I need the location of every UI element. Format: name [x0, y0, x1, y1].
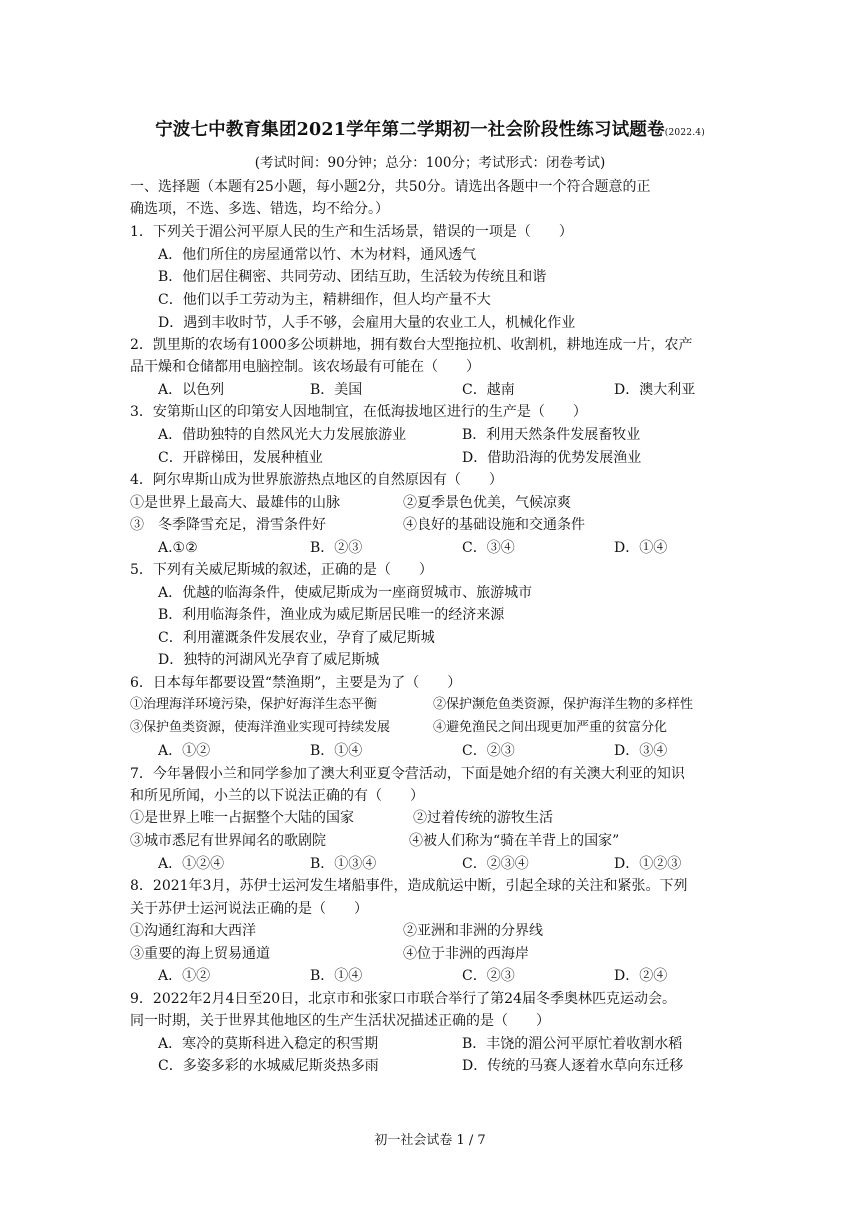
- question-7-stem-line1: 7．今年暑假小兰和同学参加了澳大利亚夏令营活动，下面是她介绍的有关澳大利亚的知识: [130, 766, 685, 782]
- page-footer: 初一社会试卷 1 / 7: [374, 1133, 486, 1148]
- question-6-statement-2: ②保护濒危鱼类资源，保护海洋生物的多样性: [433, 697, 694, 712]
- question-7-option-a: A．①②④: [158, 856, 225, 872]
- question-4-statement-4: ④良好的基础设施和交通条件: [403, 517, 585, 533]
- question-7-statement-2: ②过着传统的游牧生活: [413, 810, 553, 826]
- page-title: [0, 116, 860, 141]
- question-9-stem-line1: 9．2022年2月4日至20日，北京市和张家口市联合举行了第24届冬季奥林匹克运动会。: [130, 991, 676, 1007]
- question-7-option-b: B．①③④: [310, 856, 377, 872]
- question-4-statement-3: ③ 冬季降雪充足，滑雪条件好: [130, 517, 326, 533]
- question-5-stem: 5．下列有关威尼斯城的叙述，正确的是（ ）: [130, 562, 433, 578]
- question-2-stem-line2: 品干燥和仓储都用电脑控制。该农场最有可能在（ ）: [130, 359, 480, 375]
- question-4-stem: 4．阿尔卑斯山成为世界旅游热点地区的自然原因有（ ）: [130, 472, 503, 488]
- question-1-stem: 1．下列关于湄公河平原人民的生产和生活场景，错误的一项是（ ）: [130, 224, 573, 240]
- section-instructions-line1: 一、选择题（本题有25小题，每小题2分，共50分。请选出各题中一个符合题意的正: [130, 179, 651, 195]
- question-9-option-c: C．多姿多彩的水城威尼斯炎热多雨: [158, 1058, 379, 1074]
- question-6-statement-4: ④避免渔民之间出现更加严重的贫富分化: [433, 720, 668, 735]
- question-2-option-a: A．以色列: [158, 382, 225, 398]
- question-4-option-b: B．②③: [310, 540, 363, 556]
- question-3-option-b: B．利用天然条件发展畜牧业: [462, 427, 641, 443]
- question-6-stem: 6．日本每年都要设置“禁渔期”，主要是为了（ ）: [130, 675, 462, 691]
- question-4-statement-1: ①是世界上最高大、最雄伟的山脉: [130, 495, 340, 511]
- question-6-option-d: D．③④: [614, 743, 668, 759]
- question-1-option-c: C．他们以手工劳动为主，精耕细作，但人均产量不大: [158, 292, 491, 308]
- question-3-stem: 3．安第斯山区的印第安人因地制宜，在低海拔地区进行的生产是（ ）: [130, 404, 587, 420]
- question-9-option-b: B．丰饶的湄公河平原忙着收割水稻: [462, 1036, 683, 1052]
- question-7-statement-4: ④被人们称为“骑在羊背上的国家”: [409, 833, 620, 849]
- question-6-option-c: C．②③: [462, 743, 515, 759]
- question-5-option-a: A．优越的临海条件，使威尼斯成为一座商贸城市、旅游城市: [158, 585, 533, 601]
- question-4-option-c: C．③④: [462, 540, 515, 556]
- question-8-statement-2: ②亚洲和非洲的分界线: [403, 923, 543, 939]
- question-7-option-c: C．②③④: [462, 856, 529, 872]
- question-6-statement-1: ①治理海洋环境污染，保护好海洋生态平衡: [130, 697, 378, 712]
- question-7-option-d: D．①②③: [614, 856, 682, 872]
- question-9-stem-line2: 同一时期，关于世界其他地区的生产生活状况描述正确的是（ ）: [130, 1013, 550, 1029]
- question-8-statement-4: ④位于非洲的西海岸: [403, 946, 529, 962]
- question-8-stem-line2: 关于苏伊士运河说法正确的是（ ）: [130, 901, 368, 917]
- question-3-option-c: C．开辟梯田，发展种植业: [158, 450, 323, 466]
- question-4-option-a: A.①②: [158, 540, 198, 556]
- question-2-option-b: B．美国: [310, 382, 363, 398]
- question-7-statement-1: ①是世界上唯一占据整个大陆的国家: [130, 810, 354, 826]
- question-9-option-a: A．寒冷的莫斯科进入稳定的积雪期: [158, 1036, 379, 1052]
- question-5-option-d: D．独特的河湖风光孕育了威尼斯城: [158, 652, 380, 668]
- question-1-option-a: A．他们所住的房屋通常以竹、木为材料，通风透气: [158, 247, 477, 263]
- question-7-stem-line2: 和所见所闻，小兰的以下说法正确的有（ ）: [130, 788, 424, 804]
- question-5-option-b: B．利用临海条件，渔业成为威尼斯居民唯一的经济来源: [158, 607, 505, 623]
- question-8-statement-3: ③重要的海上贸易通道: [130, 946, 270, 962]
- question-2-option-c: C．越南: [462, 382, 515, 398]
- question-1-option-d: D．遇到丰收时节，人手不够，会雇用大量的农业工人，机械化作业: [158, 315, 576, 331]
- question-4-statement-2: ②夏季景色优美，气候凉爽: [403, 495, 571, 511]
- question-8-option-c: C．②③: [462, 968, 515, 984]
- question-8-statement-1: ①沟通红海和大西洋: [130, 923, 256, 939]
- question-5-option-c: C．利用灌溉条件发展农业，孕育了威尼斯城: [158, 630, 435, 646]
- question-6-option-b: B．①④: [310, 743, 363, 759]
- question-8-option-a: A．①②: [158, 968, 211, 984]
- question-7-statement-3: ③城市悉尼有世界闻名的歌剧院: [130, 833, 326, 849]
- question-2-option-d: D．澳大利亚: [614, 382, 696, 398]
- question-3-option-a: A．借助独特的自然风光大力发展旅游业: [158, 427, 407, 443]
- title-date: (2022.4): [664, 128, 705, 138]
- question-2-stem-line1: 2．凯里斯的农场有1000多公顷耕地，拥有数台大型拖拉机、收割机，耕地连成一片，农产: [130, 337, 693, 353]
- exam-info: (考试时间：90分钟；总分：100分；考试形式：闭卷考试): [254, 155, 606, 171]
- question-8-option-d: D．②④: [614, 968, 668, 984]
- question-6-option-a: A．①②: [158, 743, 211, 759]
- title-text: 宁波七中教育集团2021学年第二学期初一社会阶段性练习试题卷: [155, 120, 665, 140]
- question-3-option-d: D．借助沿海的优势发展渔业: [462, 450, 642, 466]
- question-9-option-d: D．传统的马赛人逐着水草向东迁移: [462, 1058, 684, 1074]
- section-instructions-line2: 确选项，不选、多选、错选，均不给分。）: [130, 201, 389, 217]
- question-8-stem-line1: 8．2021年3月，苏伊士运河发生堵船事件，造成航运中断，引起全球的关注和紧张。下列: [130, 878, 688, 894]
- question-6-statement-3: ③保护鱼类资源，使海洋渔业实现可持续发展: [130, 720, 391, 735]
- question-1-option-b: B．他们居住稠密、共同劳动、团结互助，生活较为传统且和谐: [158, 269, 547, 285]
- question-8-option-b: B．①④: [310, 968, 363, 984]
- question-4-option-d: D．①④: [614, 540, 668, 556]
